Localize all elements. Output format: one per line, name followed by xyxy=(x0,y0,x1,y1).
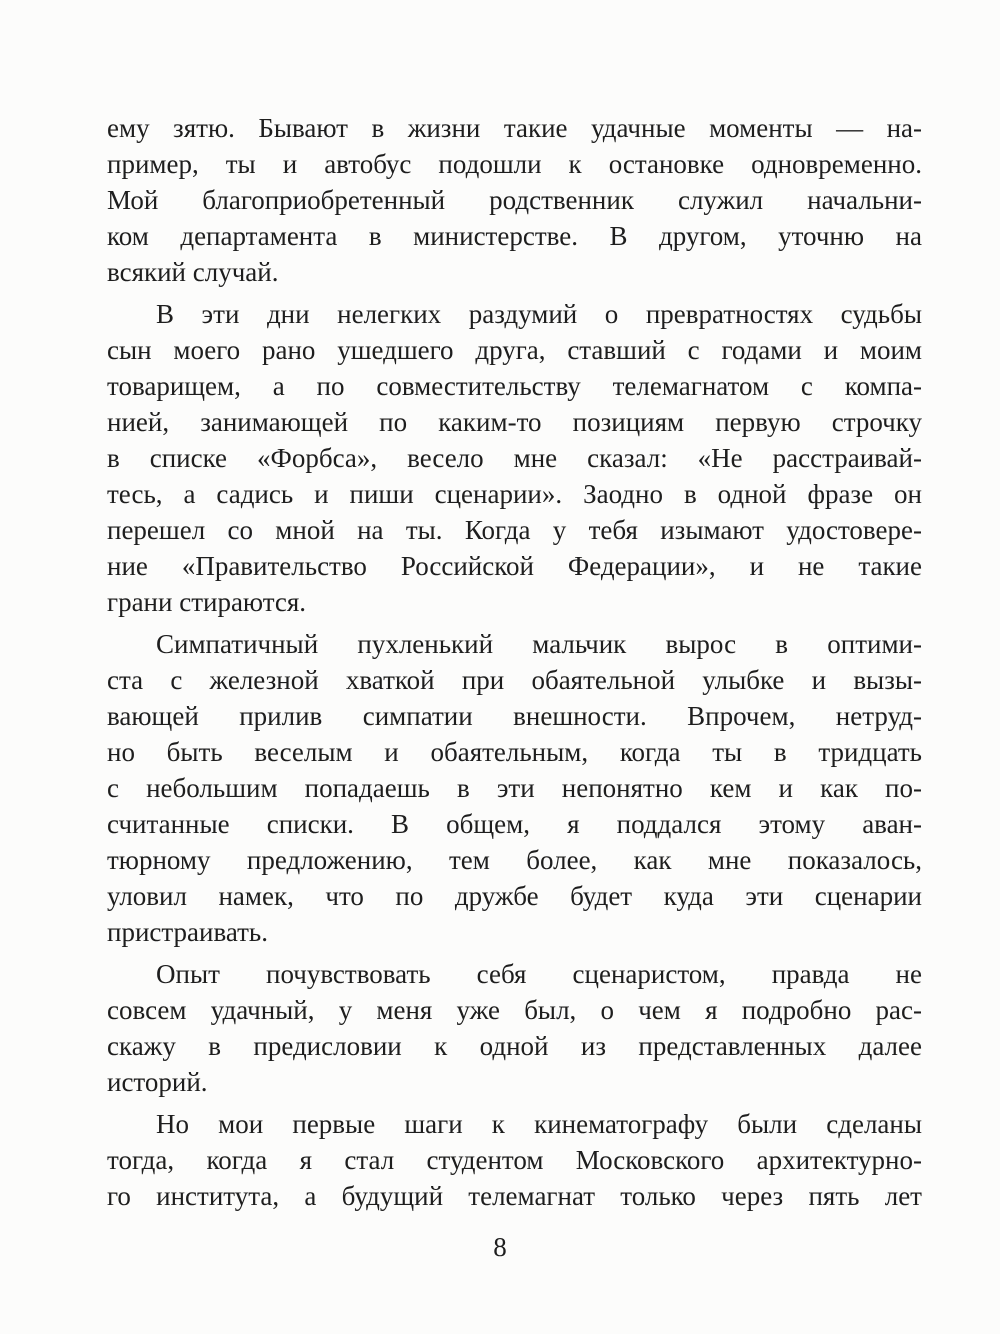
text-line: всякий случай. xyxy=(107,257,279,287)
paragraph xyxy=(107,110,922,290)
text-line: перешел со мной на ты. Когда у тебя изымают удостовере- xyxy=(107,515,922,545)
text-line: историй. xyxy=(107,1067,208,1097)
text-line: товарищем, а по совместительству телемагнатом с компа- xyxy=(107,371,922,401)
text-line: уловил намек, что по дружбе будет куда эти сценарии xyxy=(107,881,922,911)
text-line: тюрному предложению, тем более, как мне показалось, xyxy=(107,845,922,875)
paragraph xyxy=(107,296,922,620)
text-line: ему зятю. Бывают в жизни такие удачные моменты — на- xyxy=(107,113,922,143)
text-line: тесь, а садись и пиши сценарии». Заодно в одной фразе он xyxy=(107,479,922,509)
text-line: вающей прилив симпатии внешности. Впрочем, нетруд- xyxy=(107,701,922,731)
paragraph xyxy=(107,626,922,950)
page-body xyxy=(107,110,922,1220)
text-line: сын моего рано ушедшего друга, ставший с годами и моим xyxy=(107,335,922,365)
text-line: но быть веселым и обаятельным, когда ты в тридцать xyxy=(107,737,922,767)
text-line: ста с железной хваткой при обаятельной улыбке и вызы- xyxy=(107,665,922,695)
text-line: Но мои первые шаги к кинематографу были сделаны xyxy=(156,1109,922,1139)
paragraph xyxy=(107,956,922,1100)
text-line: скажу в предисловии к одной из представленных далее xyxy=(107,1031,922,1061)
text-line: Симпатичный пухленький мальчик вырос в оптими- xyxy=(156,629,922,659)
text-line: грани стираются. xyxy=(107,587,307,617)
text-line: тогда, когда я стал студентом Московского архитектурно- xyxy=(107,1145,922,1175)
text-line: с небольшим попадаешь в эти непонятно кем и как по- xyxy=(107,773,922,803)
text-line: пристраивать. xyxy=(107,917,268,947)
text-line: В эти дни нелегких раздумий о превратностях судьбы xyxy=(156,299,922,329)
text-line: в списке «Форбса», весело мне сказал: «Не расстраивай- xyxy=(107,443,922,473)
text-line: ние «Правительство Российской Федерации», и не такие xyxy=(107,551,922,581)
text-line: считанные списки. В общем, я поддался этому аван- xyxy=(107,809,922,839)
paragraph xyxy=(107,1106,922,1214)
text-line: нией, занимающей по каким-то позициям первую строчку xyxy=(107,407,922,437)
page-number: 8 xyxy=(493,1232,507,1262)
text-line: Мой благоприобретенный родственник служил начальни- xyxy=(107,185,922,215)
text-line: ком департамента в министерстве. В другом, уточню на xyxy=(107,221,922,251)
text-line: Опыт почувствовать себя сценаристом, правда не xyxy=(156,959,922,989)
text-line: го института, а будущий телемагнат только через пять лет xyxy=(107,1181,922,1211)
text-line: совсем удачный, у меня уже был, о чем я подробно рас- xyxy=(107,995,922,1025)
text-line: пример, ты и автобус подошли к остановке одновременно. xyxy=(107,149,922,179)
